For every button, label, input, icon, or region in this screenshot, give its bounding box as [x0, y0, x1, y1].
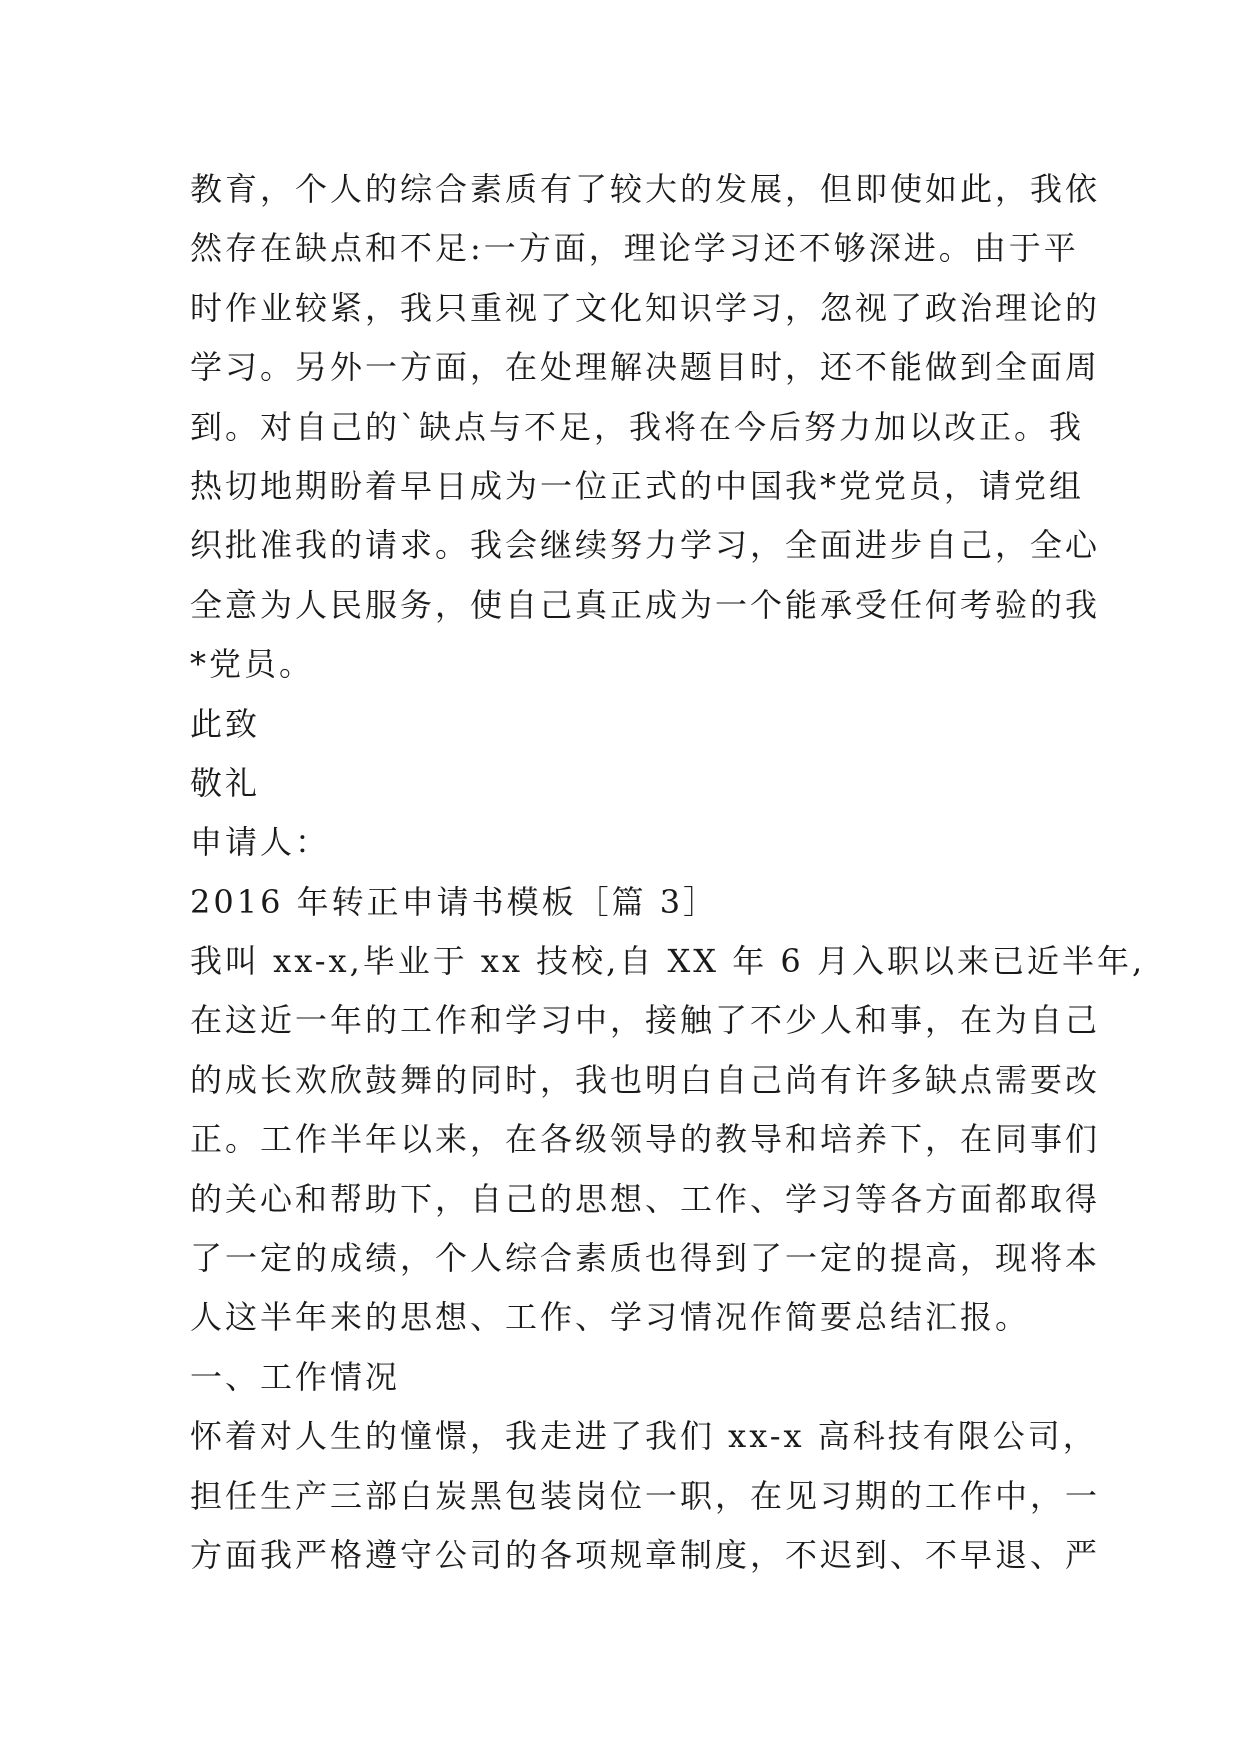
text-line: 在这近一年的工作和学习中，接触了不少人和事，在为自己: [190, 1001, 1101, 1040]
closing-regards: 敬礼: [190, 763, 261, 802]
text-line: 了一定的成绩，个人综合素质也得到了一定的提高，现将本: [190, 1239, 1101, 1278]
text-line: 方面我严格遵守公司的各项规章制度，不迟到、不早退、严: [190, 1535, 1101, 1574]
text-line: 到。对自己的`缺点与不足，我将在今后努力加以改正。我: [190, 407, 1085, 446]
text-line: 全意为人民服务，使自己真正成为一个能承受任何考验的我: [190, 585, 1101, 624]
text-line: 的关心和帮助下，自己的思想、工作、学习等各方面都取得: [190, 1179, 1101, 1218]
text-line: 教育，个人的综合素质有了较大的发展，但即使如此，我依: [190, 170, 1101, 208]
text-line: 担任生产三部白炭黑包装岗位一职，在见习期的工作中，一: [190, 1476, 1101, 1515]
text-line: 的成长欢欣鼓舞的同时，我也明白自己尚有许多缺点需要改: [190, 1060, 1101, 1099]
text-line: 我叫 xx-x,毕业于 xx 技校,自 XX 年 6 月入职以来已近半年,: [190, 942, 1146, 981]
subsection-heading: 一、工作情况: [190, 1357, 401, 1396]
text-line: 然存在缺点和不足:一方面，理论学习还不够深进。由于平: [190, 229, 1079, 268]
text-line: 织批准我的请求。我会继续努力学习，全面进步自己，全心: [190, 526, 1101, 565]
text-line: 学习。另外一方面，在处理解决题目时，还不能做到全面周: [190, 348, 1101, 387]
text-line: 时作业较紧，我只重视了文化知识学习，忽视了政治理论的: [190, 288, 1101, 327]
text-line: 人这半年来的思想、工作、学习情况作简要总结汇报。: [190, 1298, 1031, 1337]
closing-salutation: 此致: [190, 704, 261, 743]
document-body: [190, 160, 1146, 1585]
section-title: 2016 年转正申请书模板［篇 3］: [190, 882, 719, 921]
applicant-label: 申请人：: [190, 823, 331, 862]
text-line: 正。工作半年以来，在各级领导的教导和培养下，在同事们: [190, 1120, 1101, 1159]
text-line: 热切地期盼着早日成为一位正式的中国我*党党员，请党组: [190, 466, 1085, 505]
text-line: *党员。: [190, 645, 315, 684]
text-line: 怀着对人生的憧憬，我走进了我们 xx-x 高科技有限公司，: [190, 1417, 1098, 1456]
